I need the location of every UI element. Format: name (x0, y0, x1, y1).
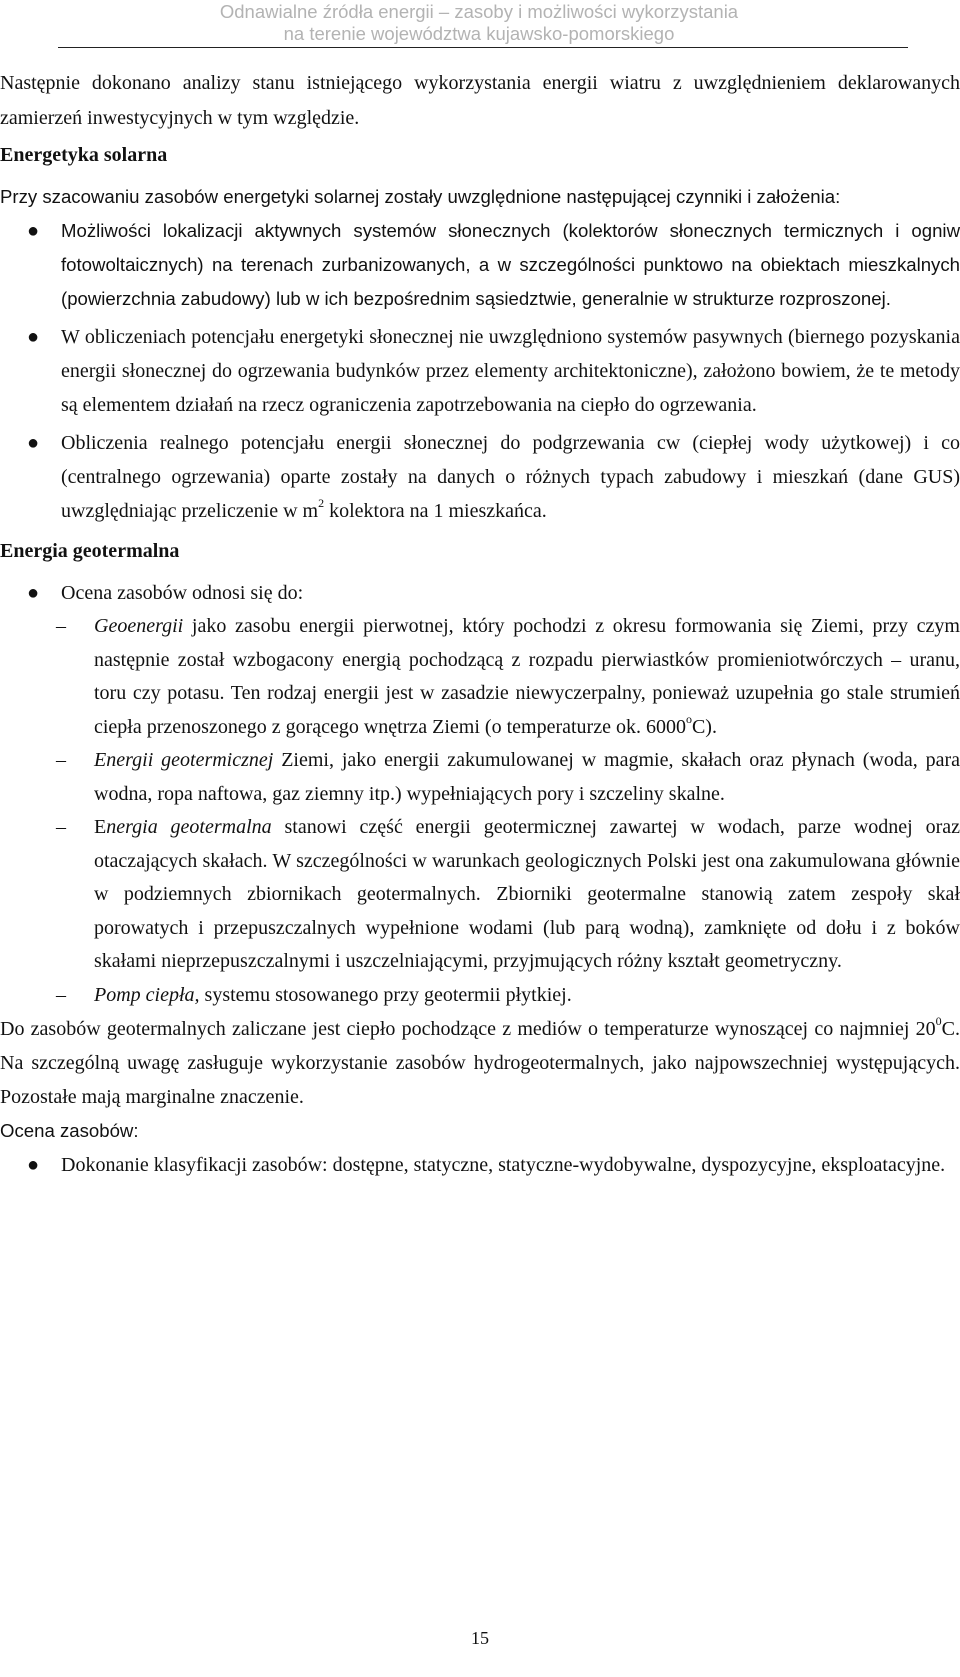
dash-marker-icon: – (56, 749, 66, 771)
geo-bullet-list (0, 576, 960, 610)
geo-dash-2: – Energii geotermicznej Ziemi, jako energii zakumulowanej w magmie, skałach oraz płynach (woda, para wodna, ropa naftowa, gaz ziemny itp.) wypełniających pory i szczeliny skalne. (94, 744, 960, 811)
geo-dash-list (0, 610, 960, 1012)
solar-lead: Przy szacowaniu zasobów energetyki solarnej zostały uwzględnione następującej czynniki i założenia: (0, 186, 841, 207)
page-number: 15 (471, 1628, 489, 1648)
header-line-2: na terenie województwa kujawsko-pomorskiego (283, 23, 675, 44)
assessment-label: Ocena zasobów: (0, 1120, 139, 1141)
assessment-bullet: ● Dokonanie klasyfikacji zasobów: dostępne, statyczne, statyczne-wydobywalne, dyspozycyjne, eksploatacyjne. (61, 1148, 960, 1182)
geo-dash-3: – Energia geotermalna stanowi część energii geotermicznej zawartej w wodach, parze wodnej oraz otaczających skałach. W szczególności w warunkach geologicznych Polski jest ona zakumulowana głównie w podziemnych zbiornikach geotermalnych. Zbiorniki geotermalne stanowią zatem zespoły skał porowatych i przepuszczalnych wypełnione wodami (lub parą wodną), zamknięte od dołu i z boków skałami nieprzepuszczalnymi i uszczelniającymi, przyjmujących różny kształt geometryczny. (94, 811, 960, 979)
bullet-dot-icon: ● (27, 1154, 40, 1176)
solar-bullet-1: ● Możliwości lokalizacji aktywnych systemów słonecznych (kolektorów słonecznych termicznych i ogniw fotowoltaicznych) na terenach zurbanizowanych, a w szczególności punktowo na obiektach mieszkalnych (powierzchnia zabudowy) lub w ich bezpośrednim sąsiedztwie, generalnie w strukturze rozproszonej. (61, 214, 960, 316)
intro-paragraph: Następnie dokonano analizy stanu istniejącego wykorzystania energii wiatru z uwzględnieniem deklarowanych zamierzeń inwestycyjnych w tym względzie. (0, 72, 960, 129)
solar-bullet-3: ● Obliczenia realnego potencjału energii słonecznej do podgrzewania cw (ciepłej wody użytkowej) i co (centralnego ogrzewania) oparte zostały na danych o różnych typach zabudowy i mieszkań (dane GUS) uwzględniając przeliczenie w $m^2$ kolektora na 1 mieszkańca. (61, 426, 960, 528)
bullet-dot-icon: ● (27, 582, 40, 604)
header-rule (58, 47, 908, 48)
solar-bullet-list (0, 214, 960, 528)
geo-bullet: ● Ocena zasobów odnosi się do: (61, 576, 960, 610)
dash-marker-icon: – (56, 615, 66, 637)
geo-dash-4: – Pomp ciepła, systemu stosowanego przy geotermii płytkiej. (94, 979, 960, 1013)
bullet-dot-icon: ● (27, 220, 40, 242)
solar-bullet-2: ● W obliczeniach potencjału energetyki słonecznej nie uwzględniono systemów pasywnych (biernego pozyskania energii słonecznej do ogrzewania budynków przez elementy architektoniczne), założono bowiem, że te metody są elementem działań na rzecz ograniczenia zapotrzebowania na ciepło do ogrzewania. (61, 320, 960, 422)
heading-geothermal: Energia geotermalna (0, 540, 180, 562)
header-line-1: Odnawialne źródła energii – zasoby i możliwości wykorzystania (219, 1, 739, 22)
running-header (58, 0, 900, 45)
heading-solar: Energetyka solarna (0, 144, 168, 166)
geo-dash-1: – Geoenergii jako zasobu energii pierwotnej, który pochodzi z okresu formowania się Ziemi, przy czym następnie został wzbogacony energią pochodzącą z rozpadu pierwiastków promieniotwórczych – uranu, toru czy potasu. Ten rodzaj energii jest w zasadzie niewyczerpalny, ponieważ uzupełnia go stale strumień ciepła przenoszonego z gorącego wnętrza Ziemi (o temperaturze ok. 6000$^o$C). (94, 610, 960, 744)
dash-marker-icon: – (56, 983, 66, 1006)
assessment-bullet-list (0, 1148, 960, 1182)
page-body (0, 66, 960, 1182)
bullet-dot-icon: ● (27, 326, 40, 348)
bullet-dot-icon: ● (27, 432, 40, 454)
geo-paragraph: Do zasobów geotermalnych zaliczane jest ciepło pochodzące z mediów o temperaturze wynoszącej co najmniej $20^0C$. Na szczególną uwagę zasługuje wykorzystanie zasobów hydrogeotermalnych, jako najpowszechniej występujących. Pozostałe mają marginalne znaczenie. (0, 1014, 960, 1108)
dash-marker-icon: – (56, 816, 66, 838)
